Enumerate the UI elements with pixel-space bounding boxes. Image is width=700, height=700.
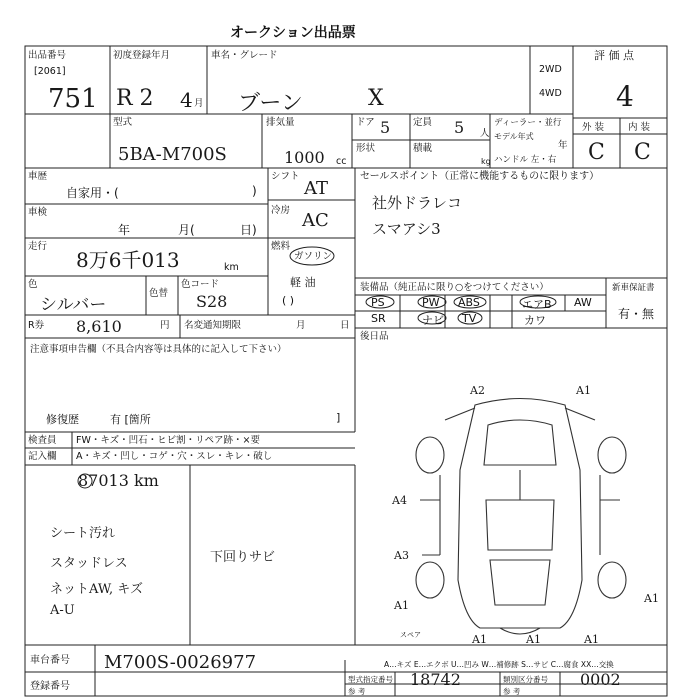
year-unit: 年 [558, 140, 568, 151]
model-value: 5BA-M700S [118, 144, 227, 165]
rear-items-label: 後日品 [360, 331, 389, 342]
history-close: ) [252, 184, 257, 198]
car-name: ブーン [238, 91, 303, 116]
doors-value: 5 [380, 118, 391, 137]
eval-label: 評 価 点 [594, 49, 634, 62]
diagram-spare-note: スペア [400, 631, 421, 639]
equip-leather: カワ [524, 314, 546, 327]
drive-4wd: 4WD [539, 88, 562, 99]
doors-label: ドア [356, 117, 375, 128]
ref-label: 参 考 [348, 687, 366, 696]
deadline-day: 日 [340, 320, 350, 331]
remark-side-note: 下回りサビ [210, 550, 276, 565]
shift-label: シフト [271, 171, 300, 182]
inspection-month: 月( [178, 223, 195, 237]
repair-value: 有 [箇所 [110, 413, 151, 426]
mileage-value: 8万6千013 [76, 248, 180, 272]
warranty-label: 新車保証書 [612, 283, 655, 293]
chassis-label: 車台番号 [30, 655, 70, 666]
diagram-mark-a2: A2 [470, 384, 485, 397]
model-year-label: モデル年式 [494, 132, 534, 141]
inspection-label: 車検 [28, 207, 48, 218]
displacement-value: 1000 [284, 148, 325, 167]
repair-label: 修復歴 [46, 413, 79, 426]
color-code-label: 色コード [181, 279, 220, 290]
diagram-mark-a1-left: A1 [394, 599, 409, 612]
color-label: 色 [28, 279, 38, 290]
deadline-label: 名変通知期限 [184, 320, 242, 331]
diagram-mark-a1-rear1: A1 [472, 633, 487, 646]
eval-score: 4 [616, 80, 634, 113]
equip-tv: TV [462, 312, 477, 325]
exterior-label: 外 装 [582, 122, 605, 133]
color-value: シルバー [40, 295, 107, 315]
spec-value: 18742 [410, 670, 461, 689]
cc-unit: cc [336, 156, 347, 167]
recycle-value: 8,610 [76, 317, 122, 336]
car-name-label: 車名・グレード [211, 50, 278, 61]
equip-abs: ABS [458, 296, 480, 309]
listing-number: 751 [48, 84, 98, 114]
model-label: 型式 [113, 117, 133, 128]
inspection-year: 年 [118, 223, 131, 237]
equip-pw: PW [422, 296, 440, 309]
month-unit: 月 [194, 98, 204, 109]
equipment-label: 装備品（純正品に限り○をつけてください） [360, 282, 549, 293]
remark-line-1: シート汚れ [50, 526, 116, 541]
mileage-label: 走行 [28, 241, 48, 252]
equip-airbag: エアB [522, 298, 552, 311]
equip-ps: PS [371, 296, 385, 309]
equip-aw: AW [574, 296, 592, 309]
diagram-mark-a1-rear3: A1 [584, 633, 599, 646]
deadline-month: 月 [296, 320, 306, 331]
shape-label: 形状 [356, 143, 376, 154]
diagram-mark-a1-rear2: A1 [526, 633, 541, 646]
history-value: 自家用・( [66, 186, 119, 200]
fuel-light-oil: 軽 油 [290, 276, 316, 289]
notes-label: 注意事項申告欄（不具合内容等は具体的に記入して下さい） [30, 344, 287, 355]
recycle-unit: 円 [160, 320, 170, 331]
interior-label: 内 装 [628, 122, 651, 133]
diagram-mark-a1-front: A1 [576, 384, 591, 397]
repair-close: ] [336, 411, 341, 424]
color-change-label: 色替 [149, 288, 169, 299]
car-diagram [416, 399, 626, 635]
sales-point-2: スマアシ3 [372, 220, 441, 238]
listing-no-label: 出品番号 [28, 50, 67, 61]
inspector-label: 検査員 [28, 435, 57, 446]
person-unit: 人 [480, 128, 490, 139]
remark-line-3: ネットAW, キズ [50, 582, 143, 597]
legend-row-2: A・キズ・凹し・コゲ・穴・スレ・キレ・破し [76, 451, 273, 462]
displacement-label: 排気量 [266, 117, 295, 128]
chassis-value: M700S-0026977 [104, 652, 257, 673]
diagram-mark-a4: A4 [392, 494, 407, 507]
first-reg-label: 初度登録年月 [113, 50, 171, 61]
drive-2wd: 2WD [539, 64, 562, 75]
aircon-value: AC [302, 210, 329, 231]
remark-line-4: A-U [50, 603, 75, 618]
fuel-label: 燃料 [271, 241, 291, 252]
history-label: 車歴 [28, 171, 48, 182]
recycle-label: R券 [28, 320, 45, 331]
exterior-grade: C [588, 140, 605, 165]
kg-unit: kg [481, 157, 491, 166]
dealer-label: ディーラー・並行 [494, 118, 562, 128]
mileage-unit: km [224, 262, 239, 273]
inspection-day: 日) [240, 223, 257, 237]
warranty-value: 有・無 [618, 307, 655, 321]
diagram-mark-a3: A3 [394, 549, 409, 562]
shift-value: AT [304, 178, 329, 199]
capacity-value: 5 [454, 118, 465, 137]
load-label: 積載 [413, 143, 433, 154]
header-title-fragment: オークション出品票 [230, 25, 356, 41]
fuel-other: ( ) [282, 294, 295, 307]
capacity-label: 定員 [413, 117, 433, 128]
spec-label: 型式指定番号 [348, 675, 393, 684]
remark-odometer: 87013 km [78, 471, 159, 490]
first-reg-month: 4 [180, 88, 193, 112]
class-label: 類別区分番号 [503, 675, 548, 684]
diagram-mark-a1-right: A1 [644, 592, 659, 605]
color-code-value: S28 [196, 292, 228, 311]
interior-grade: C [634, 140, 651, 165]
registration-label: 登録番号 [30, 681, 70, 692]
fuel-gasoline: ガソリン [294, 251, 333, 262]
sales-point-1: 社外ドラレコ [372, 194, 463, 212]
damage-legend: A…キズ E…エクボ U…凹み W…補修跡 S…サビ C…腐食 XX…交換 [384, 660, 614, 669]
remark-line-2: スタッドレス [50, 556, 128, 571]
legend-row-1: FW・キズ・凹石・ヒビ割・リペア跡・×要 [76, 435, 260, 446]
listing-code: [2061] [34, 66, 66, 77]
sales-points-label: セールスポイント（正常に機能するものに限ります） [360, 171, 600, 182]
class-value: 0002 [580, 670, 621, 689]
equip-sr: SR [371, 312, 386, 325]
symbols-label: 記入欄 [28, 451, 57, 462]
car-grade: X [368, 86, 384, 111]
equip-navi: ナビ [422, 314, 444, 327]
aircon-label: 冷房 [271, 205, 291, 216]
handle-label: ハンドル 左・右 [494, 155, 557, 165]
first-reg-era: R 2 [116, 86, 154, 111]
ref2-label: 参 考 [503, 687, 521, 696]
